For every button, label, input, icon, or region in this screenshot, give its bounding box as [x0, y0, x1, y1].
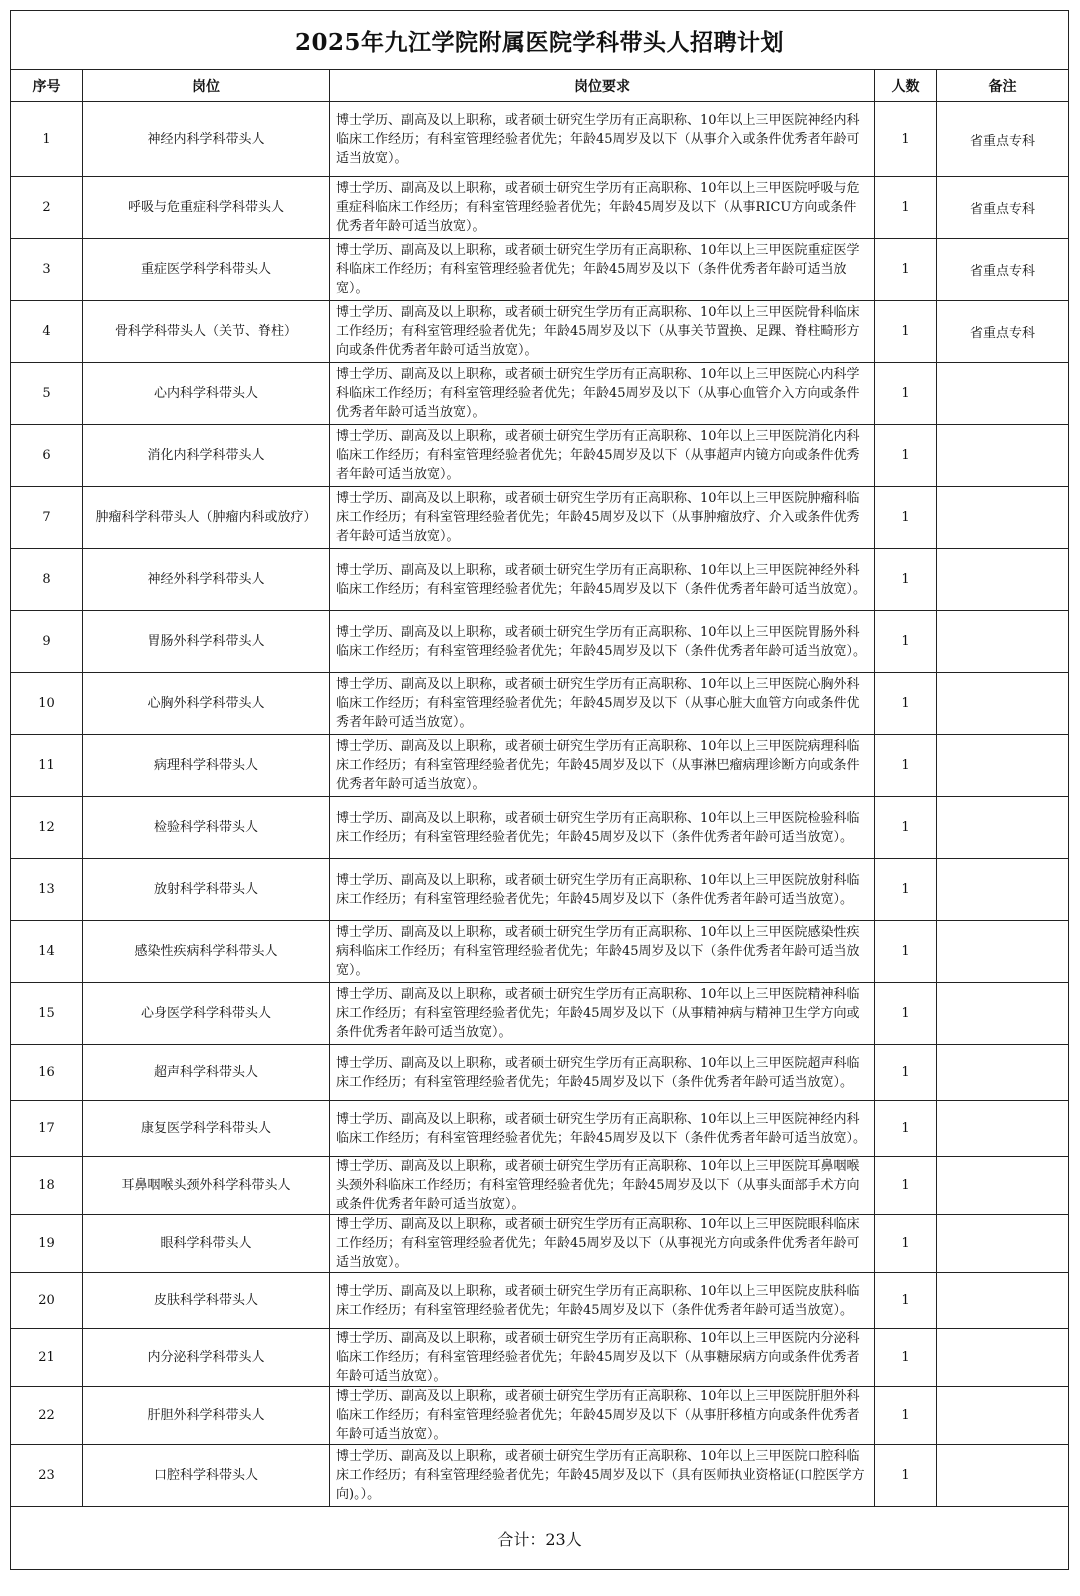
- headcount: 1: [875, 239, 937, 301]
- post-name: 内分泌科学科带头人: [83, 1329, 330, 1387]
- row-number: 20: [11, 1273, 83, 1329]
- headcount: 1: [875, 797, 937, 859]
- note: 省重点专科: [937, 177, 1069, 239]
- post-requirements: 博士学历、副高及以上职称，或者硕士研究生学历有正高职称、10年以上三甲医院肿瘤科临床工作经历；有科室管理经验者优先；年龄45周岁及以下（从事肿瘤放疗、介入或条件优秀者年龄可适当放宽）。: [330, 487, 875, 549]
- post-name: 神经内科学科带头人: [83, 102, 330, 177]
- headcount: 1: [875, 1157, 937, 1215]
- note: [937, 673, 1069, 735]
- headcount: 1: [875, 549, 937, 611]
- headcount: 1: [875, 1445, 937, 1507]
- table-row: [11, 1329, 1069, 1387]
- table-row: [11, 177, 1069, 239]
- post-name: 胃肠外科学科带头人: [83, 611, 330, 673]
- post-requirements: 博士学历、副高及以上职称，或者硕士研究生学历有正高职称、10年以上三甲医院病理科临床工作经历；有科室管理经验者优先；年龄45周岁及以下（从事淋巴瘤病理诊断方向或条件优秀者年龄可适当放宽）。: [330, 735, 875, 797]
- post-name: 超声科学科带头人: [83, 1045, 330, 1101]
- headcount: 1: [875, 735, 937, 797]
- table-title: 2025年九江学院附属医院学科带头人招聘计划: [11, 11, 1069, 70]
- note: [937, 363, 1069, 425]
- note: [937, 1215, 1069, 1273]
- table-row: [11, 797, 1069, 859]
- note: [937, 1387, 1069, 1445]
- row-number: 18: [11, 1157, 83, 1215]
- headcount: 1: [875, 102, 937, 177]
- headcount: 1: [875, 921, 937, 983]
- note: 省重点专科: [937, 102, 1069, 177]
- table-row: [11, 1215, 1069, 1273]
- post-requirements: 博士学历、副高及以上职称，或者硕士研究生学历有正高职称、10年以上三甲医院胃肠外科临床工作经历；有科室管理经验者优先；年龄45周岁及以下（条件优秀者年龄可适当放宽）。: [330, 611, 875, 673]
- headcount: 1: [875, 301, 937, 363]
- post-requirements: 博士学历、副高及以上职称，或者硕士研究生学历有正高职称、10年以上三甲医院重症医学科临床工作经历；有科室管理经验者优先；年龄45周岁及以下（条件优秀者年龄可适当放宽）。: [330, 239, 875, 301]
- post-requirements: 博士学历、副高及以上职称，或者硕士研究生学历有正高职称、10年以上三甲医院皮肤科临床工作经历；有科室管理经验者优先；年龄45周岁及以下（条件优秀者年龄可适当放宽）。: [330, 1273, 875, 1329]
- table-row: [11, 363, 1069, 425]
- table-row: [11, 1273, 1069, 1329]
- post-name: 呼吸与危重症科学科带头人: [83, 177, 330, 239]
- note: [937, 1445, 1069, 1507]
- post-name: 神经外科学科带头人: [83, 549, 330, 611]
- note: [937, 735, 1069, 797]
- post-requirements: 博士学历、副高及以上职称，或者硕士研究生学历有正高职称、10年以上三甲医院呼吸与危重症科临床工作经历；有科室管理经验者优先；年龄45周岁及以下（从事RICU方向或条件优秀者年龄可适当放宽）。: [330, 177, 875, 239]
- table-row: [11, 1157, 1069, 1215]
- note: [937, 611, 1069, 673]
- post-requirements: 博士学历、副高及以上职称，或者硕士研究生学历有正高职称、10年以上三甲医院心内科学科临床工作经历；有科室管理经验者优先；年龄45周岁及以下（从事心血管介入方向或条件优秀者年龄可适当放宽）。: [330, 363, 875, 425]
- row-number: 6: [11, 425, 83, 487]
- note: [937, 487, 1069, 549]
- row-number: 22: [11, 1387, 83, 1445]
- note: [937, 859, 1069, 921]
- row-number: 23: [11, 1445, 83, 1507]
- post-name: 病理科学科带头人: [83, 735, 330, 797]
- table-row: [11, 239, 1069, 301]
- table-row: [11, 549, 1069, 611]
- table-row: [11, 735, 1069, 797]
- row-number: 1: [11, 102, 83, 177]
- row-number: 5: [11, 363, 83, 425]
- table-row: [11, 611, 1069, 673]
- table-row: [11, 921, 1069, 983]
- note: [937, 549, 1069, 611]
- row-number: 16: [11, 1045, 83, 1101]
- table-row: [11, 487, 1069, 549]
- row-number: 9: [11, 611, 83, 673]
- note: [937, 797, 1069, 859]
- headcount: 1: [875, 487, 937, 549]
- note: [937, 983, 1069, 1045]
- headcount: 1: [875, 1101, 937, 1157]
- post-name: 放射科学科带头人: [83, 859, 330, 921]
- header-count: 人数: [875, 70, 937, 102]
- table-row: [11, 102, 1069, 177]
- headcount: 1: [875, 859, 937, 921]
- row-number: 2: [11, 177, 83, 239]
- row-number: 17: [11, 1101, 83, 1157]
- row-number: 4: [11, 301, 83, 363]
- post-name: 肿瘤科学科带头人（肿瘤内科或放疗）: [83, 487, 330, 549]
- note: [937, 425, 1069, 487]
- post-requirements: 博士学历、副高及以上职称，或者硕士研究生学历有正高职称、10年以上三甲医院精神科临床工作经历；有科室管理经验者优先；年龄45周岁及以下（从事精神病与精神卫生学方向或条件优秀者年龄可适当放宽）。: [330, 983, 875, 1045]
- table-row: [11, 859, 1069, 921]
- post-requirements: 博士学历、副高及以上职称，或者硕士研究生学历有正高职称、10年以上三甲医院超声科临床工作经历；有科室管理经验者优先；年龄45周岁及以下（条件优秀者年龄可适当放宽）。: [330, 1045, 875, 1101]
- post-requirements: 博士学历、副高及以上职称，或者硕士研究生学历有正高职称、10年以上三甲医院感染性疾病科临床工作经历；有科室管理经验者优先；年龄45周岁及以下（条件优秀者年龄可适当放宽）。: [330, 921, 875, 983]
- post-name: 眼科学科带头人: [83, 1215, 330, 1273]
- headcount: 1: [875, 983, 937, 1045]
- row-number: 3: [11, 239, 83, 301]
- headcount: 1: [875, 673, 937, 735]
- note: [937, 1157, 1069, 1215]
- note: [937, 921, 1069, 983]
- header-row: [11, 70, 1069, 102]
- note: 省重点专科: [937, 239, 1069, 301]
- row-number: 14: [11, 921, 83, 983]
- table-row: [11, 673, 1069, 735]
- headcount: 1: [875, 1215, 937, 1273]
- note: [937, 1273, 1069, 1329]
- post-requirements: 博士学历、副高及以上职称，或者硕士研究生学历有正高职称、10年以上三甲医院检验科临床工作经历；有科室管理经验者优先；年龄45周岁及以下（条件优秀者年龄可适当放宽）。: [330, 797, 875, 859]
- table-row: [11, 301, 1069, 363]
- post-requirements: 博士学历、副高及以上职称，或者硕士研究生学历有正高职称、10年以上三甲医院心胸外科临床工作经历；有科室管理经验者优先；年龄45周岁及以下（从事心脏大血管方向或条件优秀者年龄可适当放宽）。: [330, 673, 875, 735]
- row-number: 15: [11, 983, 83, 1045]
- post-requirements: 博士学历、副高及以上职称，或者硕士研究生学历有正高职称、10年以上三甲医院内分泌科临床工作经历；有科室管理经验者优先；年龄45周岁及以下（从事糖尿病方向或条件优秀者年龄可适当放宽）。: [330, 1329, 875, 1387]
- headcount: 1: [875, 177, 937, 239]
- note: [937, 1045, 1069, 1101]
- total-count: 合计：23人: [11, 1507, 1069, 1570]
- header-requirements: 岗位要求: [330, 70, 875, 102]
- row-number: 7: [11, 487, 83, 549]
- table-row: [11, 983, 1069, 1045]
- total-row: [11, 1507, 1069, 1570]
- post-name: 重症医学科学科带头人: [83, 239, 330, 301]
- row-number: 11: [11, 735, 83, 797]
- post-requirements: 博士学历、副高及以上职称，或者硕士研究生学历有正高职称、10年以上三甲医院神经内科临床工作经历；有科室管理经验者优先；年龄45周岁及以下（从事介入或条件优秀者年龄可适当放宽）。: [330, 102, 875, 177]
- post-name: 康复医学科学科带头人: [83, 1101, 330, 1157]
- table-row: [11, 1045, 1069, 1101]
- note: 省重点专科: [937, 301, 1069, 363]
- table-row: [11, 1445, 1069, 1507]
- headcount: 1: [875, 1045, 937, 1101]
- post-name: 心胸外科学科带头人: [83, 673, 330, 735]
- row-number: 8: [11, 549, 83, 611]
- post-name: 消化内科学科带头人: [83, 425, 330, 487]
- row-number: 12: [11, 797, 83, 859]
- post-requirements: 博士学历、副高及以上职称，或者硕士研究生学历有正高职称、10年以上三甲医院神经内科临床工作经历；有科室管理经验者优先；年龄45周岁及以下（条件优秀者年龄可适当放宽）。: [330, 1101, 875, 1157]
- table-row: [11, 425, 1069, 487]
- row-number: 21: [11, 1329, 83, 1387]
- note: [937, 1101, 1069, 1157]
- recruitment-table: [10, 10, 1069, 1570]
- post-requirements: 博士学历、副高及以上职称，或者硕士研究生学历有正高职称、10年以上三甲医院口腔科临床工作经历；有科室管理经验者优先；年龄45周岁及以下（具有医师执业资格证(口腔医学方向)。）。: [330, 1445, 875, 1507]
- headcount: 1: [875, 611, 937, 673]
- post-name: 肝胆外科学科带头人: [83, 1387, 330, 1445]
- headcount: 1: [875, 425, 937, 487]
- headcount: 1: [875, 363, 937, 425]
- headcount: 1: [875, 1387, 937, 1445]
- post-name: 心身医学科学科带头人: [83, 983, 330, 1045]
- post-name: 皮肤科学科带头人: [83, 1273, 330, 1329]
- post-requirements: 博士学历、副高及以上职称，或者硕士研究生学历有正高职称、10年以上三甲医院耳鼻咽喉头颈外科临床工作经历；有科室管理经验者优先；年龄45周岁及以下（从事头面部手术方向或条件优秀者年龄可适当放宽）。: [330, 1157, 875, 1215]
- headcount: 1: [875, 1329, 937, 1387]
- row-number: 19: [11, 1215, 83, 1273]
- post-requirements: 博士学历、副高及以上职称，或者硕士研究生学历有正高职称、10年以上三甲医院放射科临床工作经历；有科室管理经验者优先；年龄45周岁及以下（条件优秀者年龄可适当放宽）。: [330, 859, 875, 921]
- post-requirements: 博士学历、副高及以上职称，或者硕士研究生学历有正高职称、10年以上三甲医院肝胆外科临床工作经历；有科室管理经验者优先；年龄45周岁及以下（从事肝移植方向或条件优秀者年龄可适当放宽）。: [330, 1387, 875, 1445]
- row-number: 13: [11, 859, 83, 921]
- note: [937, 1329, 1069, 1387]
- header-post: 岗位: [83, 70, 330, 102]
- headcount: 1: [875, 1273, 937, 1329]
- post-name: 耳鼻咽喉头颈外科学科带头人: [83, 1157, 330, 1215]
- post-name: 骨科学科带头人（关节、脊柱）: [83, 301, 330, 363]
- post-requirements: 博士学历、副高及以上职称，或者硕士研究生学历有正高职称、10年以上三甲医院消化内科临床工作经历；有科室管理经验者优先；年龄45周岁及以下（从事超声内镜方向或条件优秀者年龄可适当放宽）。: [330, 425, 875, 487]
- post-requirements: 博士学历、副高及以上职称，或者硕士研究生学历有正高职称、10年以上三甲医院眼科临床工作经历；有科室管理经验者优先；年龄45周岁及以下（从事视光方向或条件优秀者年龄可适当放宽）。: [330, 1215, 875, 1273]
- recruitment-plan-sheet: [10, 10, 1068, 1570]
- post-requirements: 博士学历、副高及以上职称，或者硕士研究生学历有正高职称、10年以上三甲医院神经外科临床工作经历；有科室管理经验者优先；年龄45周岁及以下（条件优秀者年龄可适当放宽）。: [330, 549, 875, 611]
- post-requirements: 博士学历、副高及以上职称，或者硕士研究生学历有正高职称、10年以上三甲医院骨科临床工作经历；有科室管理经验者优先；年龄45周岁及以下（从事关节置换、足踝、脊柱畸形方向或条件优秀者年龄可适当放宽）。: [330, 301, 875, 363]
- header-no: 序号: [11, 70, 83, 102]
- post-name: 感染性疾病科学科带头人: [83, 921, 330, 983]
- post-name: 口腔科学科带头人: [83, 1445, 330, 1507]
- header-note: 备注: [937, 70, 1069, 102]
- post-name: 心内科学科带头人: [83, 363, 330, 425]
- table-row: [11, 1101, 1069, 1157]
- post-name: 检验科学科带头人: [83, 797, 330, 859]
- row-number: 10: [11, 673, 83, 735]
- table-row: [11, 1387, 1069, 1445]
